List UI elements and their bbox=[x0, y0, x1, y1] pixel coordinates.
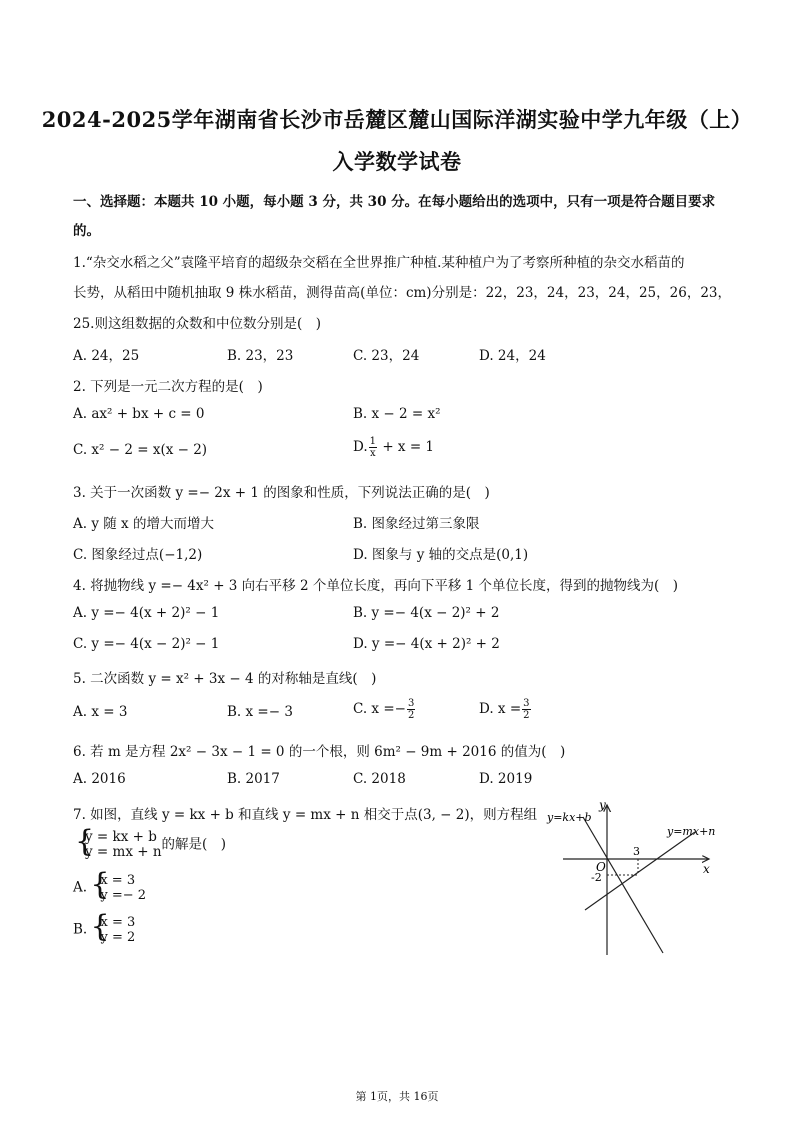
q2-option-a: A. ax² + bx + c = 0 bbox=[73, 406, 205, 422]
q4-option-a: A. y =− 4(x + 2)² − 1 bbox=[73, 605, 220, 621]
label-x-axis: x bbox=[703, 862, 710, 876]
q5-option-c bbox=[353, 698, 416, 721]
q1-option-c: C. 23，24 bbox=[353, 348, 420, 364]
section-header: 一、选择题：本题共 10 小题，每小题 3 分，共 30 分。在每小题给出的选项中，只有一项是符合题目要求 bbox=[73, 194, 716, 210]
q1-line3: 25.则这组数据的众数和中位数分别是( ) bbox=[73, 316, 322, 332]
q4-option-b: B. y =− 4(x − 2)² + 2 bbox=[353, 605, 500, 621]
q7-option-b bbox=[73, 915, 135, 945]
q7-eq-bottom: y = mx + n bbox=[85, 844, 162, 860]
q7-option-b-system bbox=[92, 915, 136, 945]
q3-option-a: A. y 随 x 的增大而增大 bbox=[73, 516, 214, 532]
q3-option-c: C. 图象经过点(−1,2) bbox=[73, 547, 203, 563]
q7-b-bottom: y = 2 bbox=[100, 930, 136, 945]
q2-d-numerator: 1 bbox=[369, 436, 377, 447]
q7-stem-suffix: 的解是( ) bbox=[161, 836, 227, 853]
q3-stem: 3. 关于一次函数 y =− 2x + 1 的图象和性质，下列说法正确的是( ) bbox=[73, 485, 490, 501]
label-line-kx-b: y=kx+b bbox=[547, 811, 592, 824]
q7-graph-figure bbox=[545, 795, 725, 960]
q7-a-top: { x = 3 bbox=[100, 873, 136, 888]
q1-option-b: B. 23，23 bbox=[227, 348, 294, 364]
q7-a-bottom: y =− 2 bbox=[100, 888, 147, 903]
q7-option-b-label: B. bbox=[73, 921, 88, 938]
q1-option-a: A. 24，25 bbox=[73, 348, 140, 364]
q5-option-c-label: C. x =− bbox=[353, 701, 406, 717]
q5-option-d-label: D. x = bbox=[479, 701, 522, 717]
q4-stem: 4. 将抛物线 y =− 4x² + 3 向右平移 2 个单位长度，再向下平移 1 个单位长度，得到的抛物线为( ) bbox=[73, 578, 679, 594]
q2-option-c: C. x² − 2 = x(x − 2) bbox=[73, 442, 208, 458]
q2-option-b: B. x − 2 = x² bbox=[353, 406, 441, 422]
q7-system bbox=[76, 830, 226, 860]
q2-option-d-fraction bbox=[369, 436, 377, 459]
q1-line2: 长势，从稻田中随机抽取 9 株水稻苗，测得苗高(单位：cm)分别是：22，23，24，23，24，25，26，23， bbox=[73, 285, 731, 301]
q7-option-a-system bbox=[91, 873, 146, 903]
q6-option-a: A. 2016 bbox=[73, 771, 126, 787]
q2-option-d bbox=[353, 436, 434, 459]
q2-option-d-rest: + x = 1 bbox=[382, 439, 435, 455]
exam-title-line1: 2024-2025学年湖南省长沙市岳麓区麓山国际洋湖实验中学九年级（上） bbox=[41, 107, 753, 132]
q6-stem: 6. 若 m 是方程 2x² − 3x − 1 = 0 的一个根，则 6m² − 9m + 2016 的值为( ) bbox=[73, 744, 566, 760]
q5-d-numerator: 3 bbox=[523, 698, 530, 709]
q1-option-d: D. 24，24 bbox=[479, 348, 546, 364]
label-origin: O bbox=[596, 860, 606, 874]
q6-option-c: C. 2018 bbox=[353, 771, 406, 787]
q5-stem: 5. 二次函数 y = x² + 3x − 4 的对称轴是直线( ) bbox=[73, 671, 377, 687]
label-tick-3: 3 bbox=[633, 845, 640, 858]
page-footer: 第 1页，共 16页 bbox=[355, 1090, 439, 1103]
q1-line1: 1.“杂交水稻之父”袁隆平培育的超级杂交稻在全世界推广种植.某种植户为了考察所种植的杂交水稻苗的 bbox=[73, 255, 685, 271]
q4-option-d: D. y =− 4(x + 2)² + 2 bbox=[353, 636, 500, 652]
q2-stem: 2. 下列是一元二次方程的是( ) bbox=[73, 379, 263, 395]
q2-d-denominator: x bbox=[370, 448, 376, 459]
label-tick-neg2: -2 bbox=[591, 871, 602, 884]
q6-option-b: B. 2017 bbox=[227, 771, 280, 787]
label-line-mx-n: y=mx+n bbox=[667, 825, 716, 838]
q3-option-b: B. 图象经过第三象限 bbox=[353, 516, 480, 532]
exam-title-line2: 入学数学试卷 bbox=[332, 149, 462, 174]
q7-option-a bbox=[73, 873, 146, 903]
q7-eq-top: { y = kx + b bbox=[85, 829, 157, 845]
q5-c-numerator: 3 bbox=[407, 698, 415, 709]
q6-option-d: D. 2019 bbox=[479, 771, 533, 787]
q2-option-d-label: D. bbox=[353, 439, 368, 455]
q4-option-c: C. y =− 4(x − 2)² − 1 bbox=[73, 636, 220, 652]
label-y-axis: y bbox=[599, 798, 606, 812]
q5-option-d-fraction bbox=[522, 698, 530, 721]
q3-option-d: D. 图象与 y 轴的交点是(0,1) bbox=[353, 547, 529, 563]
q7-b-top: { x = 3 bbox=[100, 915, 136, 930]
q5-option-a: A. x = 3 bbox=[73, 704, 128, 720]
q7-option-a-label: A. bbox=[73, 879, 88, 896]
q5-c-denominator: 2 bbox=[407, 710, 415, 721]
q5-option-b: B. x =− 3 bbox=[227, 704, 293, 720]
section-header-cont: 的。 bbox=[73, 223, 100, 239]
line-kx-b bbox=[583, 817, 663, 953]
q7-stem: 7. 如图，直线 y = kx + b 和直线 y = mx + n 相交于点(3, − 2)，则方程组 bbox=[73, 807, 538, 823]
q5-option-c-fraction bbox=[407, 698, 415, 721]
q7-equation-system bbox=[76, 830, 162, 860]
q5-option-d bbox=[479, 698, 532, 721]
q5-d-denominator: 2 bbox=[523, 710, 530, 721]
